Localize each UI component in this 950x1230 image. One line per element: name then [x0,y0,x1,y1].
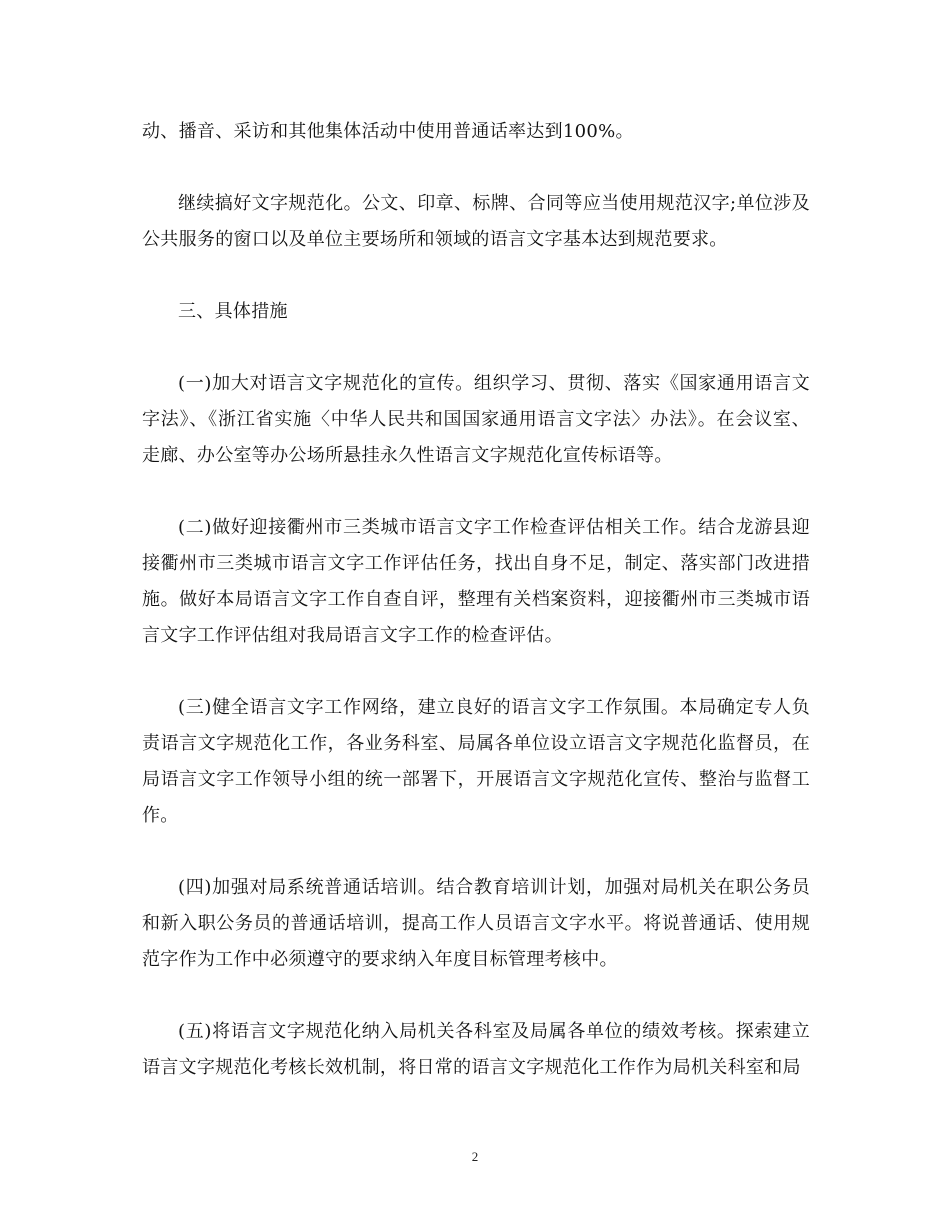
paragraph-text-standardization: 继续搞好文字规范化。公文、印章、标牌、合同等应当使用规范汉字;单位涉及公共服务的窗口以及单位主要场所和领域的语言文字基本达到规范要求。 [142,193,810,250]
section-heading-specific-measures: 三、具体措施 [178,301,288,322]
paragraph-measure-5: (五)将语言文字规范化纳入局机关各科室及局属各单位的绩效考核。探索建立语言文字规范化考核长效机制，将日常的语言文字规范化工作作为局机关科室和局 [142,1021,810,1078]
paragraph-measure-2: (二)做好迎接衢州市三类城市语言文字工作检查评估相关工作。结合龙游县迎接衢州市三类城市语言文字工作评估任务，找出自身不足，制定、落实部门改进措施。做好本局语言文字工作自查自评，整理有关档案资料，迎接衢州市三类城市语言文字工作评估组对我局语言文字工作的检查评估。 [142,517,810,646]
paragraph-measure-1: (一)加大对语言文字规范化的宣传。组织学习、贯彻、落实《国家通用语言文字法》、《浙江省实施〈中华人民共和国国家通用语言文字法〉办法》。在会议室、走廊、办公室等办公场所悬挂永久性语言文字规范化宣传标语等。 [142,373,810,466]
paragraph-continuation: 动、播音、采访和其他集体活动中使用普通话率达到100%。 [142,121,634,142]
paragraph-measure-3: (三)健全语言文字工作网络，建立良好的语言文字工作氛围。本局确定专人负责语言文字规范化工作，各业务科室、局属各单位设立语言文字规范化监督员，在局语言文字工作领导小组的统一部署下，开展语言文字规范化宣传、整治与监督工作。 [142,697,810,826]
page-number: 2 [471,1149,479,1164]
paragraph-measure-4: (四)加强对局系统普通话培训。结合教育培训计划，加强对局机关在职公务员和新入职公务员的普通话培训，提高工作人员语言文字水平。将说普通话、使用规范字作为工作中必须遵守的要求纳入年度目标管理考核中。 [142,877,810,970]
